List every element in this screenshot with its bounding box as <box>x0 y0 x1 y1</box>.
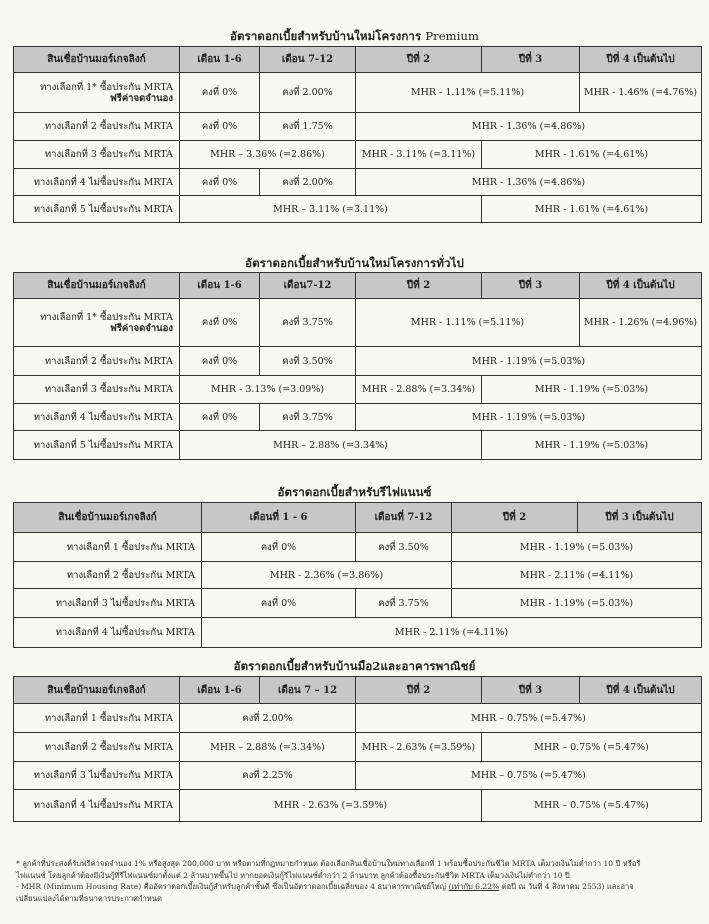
footnote-line: * ลูกค้าที่ประสงค์รับฟรีค่าจดจำนอง 1% หรือสูงสุด 200,000 บาท หรือตามที่กฎหมายกำหนด ต้องเลือกสินเชื่อบ้านใหม่ทางเลือกที่ 1 พร้อมซื้อประกันชีวิต MRTA เต็มวงเงินไม่ต่ำกว่า 10 ปี หรือรี <box>16 859 641 868</box>
option-label: ทางเลือกที่ 3 ไม่ซื้อประกัน MRTA <box>14 762 180 790</box>
option-label: ทางเลือกที่ 1 ซื้อประกัน MRTA <box>14 704 180 733</box>
rate-cell: คงที่ 0% <box>180 347 260 376</box>
option-label: ทางเลือกที่ 5 ไม่ซื้อประกัน MRTA <box>14 431 180 460</box>
option-label: ทางเลือกที่ 4 ไม่ซื้อประกัน MRTA <box>14 618 202 648</box>
col-header-product: สินเชื่อบ้านมอร์เกจลิงก์ <box>14 47 180 73</box>
rate-cell: MHR – 3.36% (=2.86%) <box>180 141 356 169</box>
rate-cell: MHR - 1.19% (=5.03%) <box>356 347 702 376</box>
footnotes <box>16 858 696 904</box>
option-label: ทางเลือกที่ 3 ไม่ซื้อประกัน MRTA <box>14 589 202 618</box>
rate-cell: MHR - 1.46% (=4.76%) <box>580 73 702 113</box>
rate-cell: คงที่ 0% <box>202 589 356 618</box>
rate-cell: MHR - 1.61% (=4.61%) <box>482 141 702 169</box>
col-header-product: สินเชื่อบ้านมอร์เกจลิงก์ <box>14 273 180 299</box>
col-header-y4: ปีที่ 4 เป็นต้นไป <box>580 47 702 73</box>
option-label: ทางเลือกที่ 2 ซื้อประกัน MRTA <box>14 733 180 762</box>
option-label: ทางเลือกที่ 4 ไม่ซื้อประกัน MRTA <box>14 169 180 196</box>
rate-cell: คงที่ 2.25% <box>180 762 356 790</box>
rate-cell: MHR - 1.19% (=5.03%) <box>356 404 702 431</box>
used-rate-table <box>13 676 702 822</box>
footnote-line: เปลี่ยนแปลงได้ตามที่ธนาคารประกาศกำหนด <box>16 893 162 903</box>
col-header-m1-6: เดือน 1-6 <box>180 677 260 704</box>
table-header-row <box>14 677 702 704</box>
option-cell <box>14 299 180 347</box>
rate-cell: MHR - 3.13% (=3.09%) <box>180 376 356 404</box>
col-header-y3: ปีที่ 3 เป็นต้นไป <box>578 503 702 533</box>
used-title: อัตราดอกเบี้ยสำหรับบ้านมือ2และอาคารพาณิชย์ <box>233 659 476 673</box>
rate-cell: คงที่ 0% <box>180 169 260 196</box>
footnote-highlight: (เท่ากับ 6.22% <box>448 882 500 891</box>
rate-cell: MHR - 1.11% (=5.11%) <box>356 299 580 347</box>
col-header-product: สินเชื่อบ้านมอร์เกจลิงก์ <box>14 677 180 704</box>
table-row <box>14 562 702 589</box>
col-header-y2: ปีที่ 2 <box>452 503 578 533</box>
rate-cell: MHR - 1.19% (=5.03%) <box>482 431 702 460</box>
col-header-m7-12: เดือน7-12 <box>260 273 356 299</box>
general-title: อัตราดอกเบี้ยสำหรับบ้านใหม่โครงการทั่วไป <box>245 256 464 270</box>
rate-cell: MHR - 2.11% (=4.11%) <box>202 618 702 648</box>
table-row <box>14 196 702 223</box>
col-header-m7-12: เดือน 7-12 <box>260 47 356 73</box>
table-row <box>14 589 702 618</box>
rate-cell: คงที่ 0% <box>180 404 260 431</box>
option-label: ทางเลือกที่ 3 ซื้อประกัน MRTA <box>14 376 180 404</box>
rate-cell: คงที่ 2.00% <box>260 73 356 113</box>
option-label: ทางเลือกที่ 3 ซื้อประกัน MRTA <box>14 141 180 169</box>
footnote-text: - MHR (Minimum Housing Rate) คืออัตราดอกเบี้ยเงินกู้สำหรับลูกค้าชั้นดี ซึ่งเป็นอัตราดอกเบี้ยเฉลี่ยของ 4 ธนาคารพาณิชย์ใหญ่ <box>16 882 449 891</box>
col-header-y3: ปีที่ 3 <box>482 47 580 73</box>
col-header-y2: ปีที่ 2 <box>356 273 482 299</box>
col-header-y4: ปีที่ 4 เป็นต้นไป <box>580 273 702 299</box>
option-cell <box>14 73 180 113</box>
table-row <box>14 141 702 169</box>
rate-cell: คงที่ 3.75% <box>356 589 452 618</box>
rate-cell: MHR - 1.36% (=4.86%) <box>356 169 702 196</box>
footnote-line: ไฟแนนซ์ โดยลูกค้าต้องมีเงินกู้ที่รีไฟแนนซ์มาตั้งแต่ 2 ล้านบาทขึ้นไป หากยอดเงินกู้รีไฟแนนซ์ต่ำกว่า 2 ล้านบาท ลูกค้าต้องซื้อประกันชีวิต MRTA เต็มวงเงินไม่ต่ำกว่า 10 ปี <box>16 870 570 880</box>
table-header-row <box>14 47 702 73</box>
table-header-row <box>14 503 702 533</box>
rate-cell: MHR - 3.11% (=3.11%) <box>356 141 482 169</box>
option-label: ทางเลือกที่ 4 ไม่ซื้อประกัน MRTA <box>14 404 180 431</box>
col-header-m1-6: เดือน 1-6 <box>180 273 260 299</box>
refinance-rate-table <box>13 502 702 648</box>
rate-cell: MHR – 2.88% (=3.34%) <box>180 431 482 460</box>
rate-cell: MHR - 2.63% (=3.59%) <box>180 790 482 822</box>
col-header-product: สินเชื่อบ้านมอร์เกจลิงก์ <box>14 503 202 533</box>
col-header-y4: ปีที่ 4 เป็นต้นไป <box>580 677 702 704</box>
col-header-m1-6: เดือน 1-6 <box>180 47 260 73</box>
rate-cell: คงที่ 0% <box>180 73 260 113</box>
refinance-title: อัตราดอกเบี้ยสำหรับรีไฟแนนซ์ <box>277 485 432 499</box>
option-label: ทางเลือกที่ 2 ซื้อประกัน MRTA <box>14 562 202 589</box>
option-label: ทางเลือกที่ 1* ซื้อประกัน MRTA <box>40 81 173 93</box>
premium-title-th: อัตราดอกเบี้ยสำหรับบ้านใหม่โครงการ <box>230 29 422 43</box>
rate-cell: คงที่ 2.00% <box>180 704 356 733</box>
table-row <box>14 113 702 141</box>
col-header-y2: ปีที่ 2 <box>356 677 482 704</box>
table-row <box>14 533 702 562</box>
option-label: ทางเลือกที่ 2 ซื้อประกัน MRTA <box>14 347 180 376</box>
rate-cell: MHR – 0.75% (=5.47%) <box>482 733 702 762</box>
option-sublabel: ฟรีค่าจดจำนอง <box>110 92 173 104</box>
rate-cell: คงที่ 3.75% <box>260 404 356 431</box>
rate-cell: MHR – 0.75% (=5.47%) <box>356 704 702 733</box>
col-header-y2: ปีที่ 2 <box>356 47 482 73</box>
table-row <box>14 73 702 113</box>
premium-title <box>0 28 709 46</box>
col-header-m7-12: เดือนที่ 7-12 <box>356 503 452 533</box>
table-row <box>14 618 702 648</box>
option-label: ทางเลือกที่ 2 ซื้อประกัน MRTA <box>14 113 180 141</box>
rate-cell: คงที่ 3.50% <box>356 533 452 562</box>
col-header-m7-12: เดือน 7 – 12 <box>260 677 356 704</box>
col-header-y3: ปีที่ 3 <box>482 677 580 704</box>
rate-cell: MHR – 2.88% (=3.34%) <box>180 733 356 762</box>
rate-cell: MHR - 2.88% (=3.34%) <box>356 376 482 404</box>
table-header-row <box>14 273 702 299</box>
rate-cell: MHR - 2.63% (=3.59%) <box>356 733 482 762</box>
table-row <box>14 704 702 733</box>
table-row <box>14 762 702 790</box>
table-row <box>14 733 702 762</box>
table-row <box>14 299 702 347</box>
option-label: ทางเลือกที่ 4 ไม่ซื้อประกัน MRTA <box>14 790 180 822</box>
rate-cell: MHR – 0.75% (=5.47%) <box>482 790 702 822</box>
option-label: ทางเลือกที่ 1 ซื้อประกัน MRTA <box>14 533 202 562</box>
rate-cell: MHR - 2.11% (=4.11%) <box>452 562 702 589</box>
rate-cell: MHR - 1.36% (=4.86%) <box>356 113 702 141</box>
rate-cell: MHR – 3.11% (=3.11%) <box>180 196 482 223</box>
rate-cell: MHR - 1.11% (=5.11%) <box>356 73 580 113</box>
footnote-text: ต่อปี ณ วันที่ 4 สิงหาคม 2553) และอาจ <box>499 882 634 891</box>
rate-cell: คงที่ 1.75% <box>260 113 356 141</box>
premium-title-en: Premium <box>425 29 479 43</box>
table-row <box>14 404 702 431</box>
table-row <box>14 169 702 196</box>
rate-cell: MHR - 1.26% (=4.96%) <box>580 299 702 347</box>
rate-cell: MHR - 1.19% (=5.03%) <box>482 376 702 404</box>
rate-cell: MHR - 1.19% (=5.03%) <box>452 589 702 618</box>
table-row <box>14 376 702 404</box>
col-header-m1-6: เดือนที่ 1 - 6 <box>202 503 356 533</box>
rate-cell: คงที่ 0% <box>180 299 260 347</box>
col-header-y3: ปีที่ 3 <box>482 273 580 299</box>
footnote-line <box>16 881 696 893</box>
general-rate-table <box>13 272 702 460</box>
option-label: ทางเลือกที่ 5 ไม่ซื้อประกัน MRTA <box>14 196 180 223</box>
rate-cell: คงที่ 3.50% <box>260 347 356 376</box>
option-sublabel: ฟรีค่าจดจำนอง <box>110 322 173 334</box>
table-row <box>14 431 702 460</box>
rate-cell: MHR - 2.36% (=3.86%) <box>202 562 452 589</box>
premium-rate-table <box>13 46 702 223</box>
rate-cell: MHR - 1.61% (=4.61%) <box>482 196 702 223</box>
rate-cell: MHR - 1.19% (=5.03%) <box>452 533 702 562</box>
table-row <box>14 347 702 376</box>
table-row <box>14 790 702 822</box>
rate-cell: คงที่ 0% <box>180 113 260 141</box>
rate-cell: คงที่ 2.00% <box>260 169 356 196</box>
rate-cell: คงที่ 3.75% <box>260 299 356 347</box>
rate-cell: MHR – 0.75% (=5.47%) <box>356 762 702 790</box>
option-label: ทางเลือกที่ 1* ซื้อประกัน MRTA <box>40 311 173 323</box>
rate-cell: คงที่ 0% <box>202 533 356 562</box>
